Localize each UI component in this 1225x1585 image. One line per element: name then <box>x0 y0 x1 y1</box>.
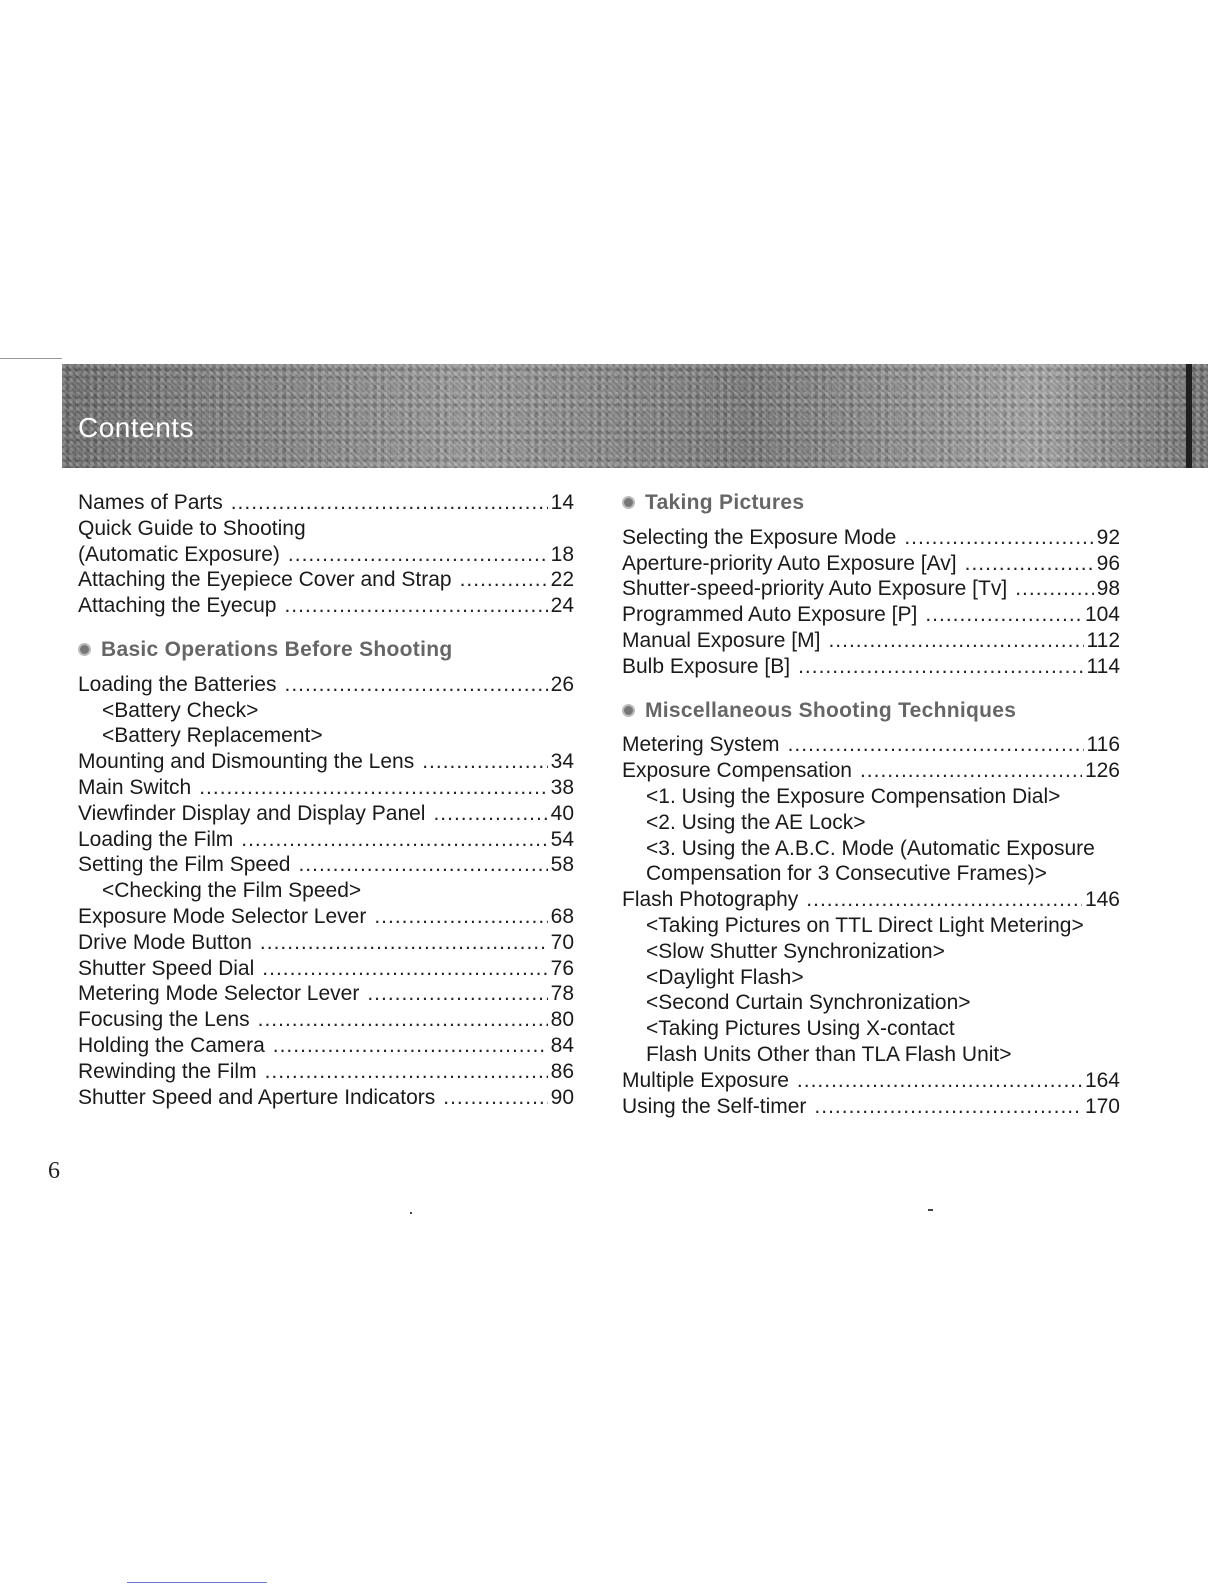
dot-leader <box>797 1068 1082 1094</box>
toc-subentry-title: <Battery Replacement> <box>102 724 323 748</box>
toc-entry <box>622 628 1120 654</box>
toc-entry-title: Bulb Exposure [B] <box>622 654 791 678</box>
toc-entry-page: 114 <box>1086 654 1120 678</box>
toc-entry-title: Attaching the Eyecup <box>78 594 277 618</box>
toc-entry-title: Metering Mode Selector Lever <box>78 982 360 1006</box>
toc-entry-title: Quick Guide to Shooting <box>78 516 306 540</box>
dot-leader <box>199 775 547 801</box>
toc-entry <box>622 576 1120 602</box>
toc-entry-title: Loading the Film <box>78 827 234 851</box>
dot-leader <box>288 542 548 568</box>
dot-leader <box>298 852 547 878</box>
toc-entry-page: 22 <box>550 568 574 592</box>
toc-entry-page: 98 <box>1096 577 1120 601</box>
toc-entry-page: 86 <box>550 1059 574 1083</box>
toc-subentry-title: <Taking Pictures Using X-contact <box>646 1017 955 1041</box>
toc-entry <box>78 698 574 724</box>
bullet-icon <box>78 643 91 656</box>
dot-leader <box>265 1059 548 1085</box>
toc-entry-page: 58 <box>550 853 574 877</box>
toc-misc-techniques-list <box>622 732 1120 1119</box>
dot-leader <box>860 758 1082 784</box>
print-speck <box>410 1212 412 1214</box>
toc-entry <box>622 965 1120 991</box>
toc-entry-title: Shutter-speed-priority Auto Exposure [Tv] <box>622 577 1008 601</box>
toc-entry-page: 104 <box>1084 603 1120 627</box>
toc-entry <box>622 758 1120 784</box>
page-number: 6 <box>48 1158 60 1184</box>
toc-entry-page: 84 <box>550 1033 574 1057</box>
toc-entry-page: 26 <box>550 672 574 696</box>
toc-subentry-title: <Slow Shutter Synchronization> <box>646 939 945 963</box>
toc-subentry-title: <Battery Check> <box>102 698 259 722</box>
bullet-icon <box>622 704 635 717</box>
bullet-icon <box>622 496 635 509</box>
dot-leader <box>241 827 547 853</box>
toc-subentry-title: <Checking the Film Speed> <box>102 879 362 903</box>
toc-entry-page: 170 <box>1084 1094 1120 1118</box>
toc-entry-title: Holding the Camera <box>78 1033 265 1057</box>
toc-entry-page: 126 <box>1084 759 1120 783</box>
toc-entry-title: Flash Photography <box>622 888 799 912</box>
toc-entry <box>78 801 574 827</box>
toc-entry <box>78 1007 574 1033</box>
toc-entry-title: Main Switch <box>78 775 192 799</box>
toc-entry-title: Selecting the Exposure Mode <box>622 525 897 549</box>
toc-entry-title: Focusing the Lens <box>78 1008 250 1032</box>
dot-leader <box>1015 576 1093 602</box>
toc-entry-page: 164 <box>1084 1068 1120 1092</box>
toc-entry <box>622 836 1120 862</box>
toc-entry-page: 34 <box>550 750 574 774</box>
toc-subentry-title: <1. Using the Exposure Compensation Dial> <box>646 784 1061 808</box>
dot-leader <box>367 981 547 1007</box>
toc-entry-title: Programmed Auto Exposure [P] <box>622 603 918 627</box>
toc-entry-title: Metering System <box>622 733 780 757</box>
dot-leader <box>443 1085 547 1111</box>
toc-entry <box>78 878 574 904</box>
dot-leader <box>798 654 1083 680</box>
toc-entry-page: 116 <box>1086 733 1120 757</box>
toc-entry <box>78 723 574 749</box>
toc-taking-pictures-list <box>622 525 1120 680</box>
toc-entry <box>78 672 574 698</box>
toc-entry-title: Exposure Mode Selector Lever <box>78 904 367 928</box>
toc-entry-page: 80 <box>550 1008 574 1032</box>
toc-left-column <box>78 490 574 1110</box>
toc-entry-title: Setting the Film Speed <box>78 853 291 877</box>
toc-entry <box>622 861 1120 887</box>
toc-entry-title: Exposure Compensation <box>622 759 852 783</box>
toc-entry-title: Multiple Exposure <box>622 1068 789 1092</box>
dot-leader <box>374 904 547 930</box>
dot-leader <box>904 525 1093 551</box>
dot-leader <box>460 567 548 593</box>
toc-entry-page: 24 <box>550 594 574 618</box>
toc-subentry-title: <3. Using the A.B.C. Mode (Automatic Exposure <box>646 836 1095 860</box>
toc-entry-page: 40 <box>550 801 574 825</box>
toc-entry <box>622 784 1120 810</box>
toc-entry <box>78 956 574 982</box>
toc-entry-title: Shutter Speed and Aperture Indicators <box>78 1085 436 1109</box>
section-heading-taking-pictures: Taking Pictures <box>622 490 1120 516</box>
print-speck <box>928 1209 933 1211</box>
toc-entry <box>622 887 1120 913</box>
dot-leader <box>422 749 547 775</box>
toc-entry <box>622 732 1120 758</box>
toc-subentry-title: <2. Using the AE Lock> <box>646 810 866 834</box>
contents-banner <box>62 364 1208 468</box>
toc-entry-page: 18 <box>550 542 574 566</box>
scan-edge-line <box>127 1582 267 1583</box>
toc-entry <box>622 1068 1120 1094</box>
section-heading-misc-techniques: Miscellaneous Shooting Techniques <box>622 698 1120 724</box>
toc-entry <box>622 913 1120 939</box>
dot-leader <box>806 887 1082 913</box>
toc-entry-page: 76 <box>550 956 574 980</box>
toc-entry <box>78 1059 574 1085</box>
toc-entry-page: 68 <box>550 904 574 928</box>
toc-entry-page: 90 <box>550 1085 574 1109</box>
toc-entry <box>622 990 1120 1016</box>
toc-entry-page: 14 <box>550 491 574 514</box>
toc-basic-operations-list <box>78 672 574 1111</box>
toc-entry <box>78 1033 574 1059</box>
toc-top-list <box>78 490 574 619</box>
toc-entry <box>78 981 574 1007</box>
toc-entry-page: 38 <box>550 775 574 799</box>
toc-entry <box>78 930 574 956</box>
toc-entry <box>78 775 574 801</box>
toc-entry-page: 112 <box>1086 628 1120 652</box>
toc-entry <box>622 525 1120 551</box>
toc-entry <box>622 654 1120 680</box>
toc-entry <box>78 490 574 516</box>
toc-subentry-title: Compensation for 3 Consecutive Frames)> <box>646 862 1047 886</box>
toc-entry <box>78 516 574 542</box>
toc-subentry-title: <Daylight Flash> <box>646 965 804 989</box>
dot-leader <box>260 930 548 956</box>
dot-leader <box>788 732 1084 758</box>
toc-subentry-title: <Taking Pictures on TTL Direct Light Metering> <box>646 913 1084 937</box>
toc-entry <box>622 551 1120 577</box>
toc-entry-title: Drive Mode Button <box>78 930 252 954</box>
dot-leader <box>925 602 1082 628</box>
toc-entry <box>622 602 1120 628</box>
toc-entry <box>622 1094 1120 1120</box>
toc-entry-title: Aperture-priority Auto Exposure [Av] <box>622 551 957 575</box>
toc-entry <box>622 939 1120 965</box>
dot-leader <box>273 1033 548 1059</box>
toc-entry-title: Rewinding the Film <box>78 1059 257 1083</box>
toc-subentry-title: <Second Curtain Synchronization> <box>646 991 971 1015</box>
toc-entry-title: Mounting and Dismounting the Lens <box>78 750 415 774</box>
toc-entry-title: Names of Parts <box>78 491 223 514</box>
toc-entry <box>78 567 574 593</box>
toc-entry-title: Manual Exposure [M] <box>622 628 821 652</box>
toc-entry <box>622 810 1120 836</box>
toc-entry-title: Viewfinder Display and Display Panel <box>78 801 426 825</box>
toc-entry-page: 70 <box>550 930 574 954</box>
toc-entry-title: Attaching the Eyepiece Cover and Strap <box>78 568 452 592</box>
dot-leader <box>262 956 547 982</box>
toc-entry <box>78 1085 574 1111</box>
toc-entry-title: Loading the Batteries <box>78 672 277 696</box>
banner-edge <box>1186 364 1192 468</box>
toc-entry-title: Using the Self-timer <box>622 1094 807 1118</box>
toc-entry-page: 96 <box>1096 551 1120 575</box>
toc-entry-page: 92 <box>1096 525 1120 549</box>
toc-entry <box>78 904 574 930</box>
toc-entry <box>622 1016 1120 1042</box>
dot-leader <box>284 593 547 619</box>
toc-entry-title: Shutter Speed Dial <box>78 956 255 980</box>
dot-leader <box>965 551 1094 577</box>
dot-leader <box>231 490 548 516</box>
toc-entry-page: 54 <box>550 827 574 851</box>
toc-entry <box>78 542 574 568</box>
dot-leader <box>258 1007 548 1033</box>
toc-entry-title: (Automatic Exposure) <box>78 542 280 566</box>
dot-leader <box>433 801 547 827</box>
toc-entry <box>78 749 574 775</box>
contents-title: Contents <box>78 412 195 443</box>
toc-entry <box>622 1042 1120 1068</box>
toc-entry <box>78 852 574 878</box>
banner-rule <box>0 358 62 359</box>
toc-entry-page: 78 <box>550 982 574 1006</box>
toc-entry <box>78 593 574 619</box>
toc-entry-page: 146 <box>1084 888 1120 912</box>
toc-subentry-title: Flash Units Other than TLA Flash Unit> <box>646 1042 1012 1066</box>
toc-right-column <box>622 490 1120 1119</box>
dot-leader <box>814 1094 1082 1120</box>
toc-entry <box>78 827 574 853</box>
section-heading-basic-operations: Basic Operations Before Shooting <box>78 637 574 663</box>
dot-leader <box>828 628 1083 654</box>
dot-leader <box>284 672 547 698</box>
